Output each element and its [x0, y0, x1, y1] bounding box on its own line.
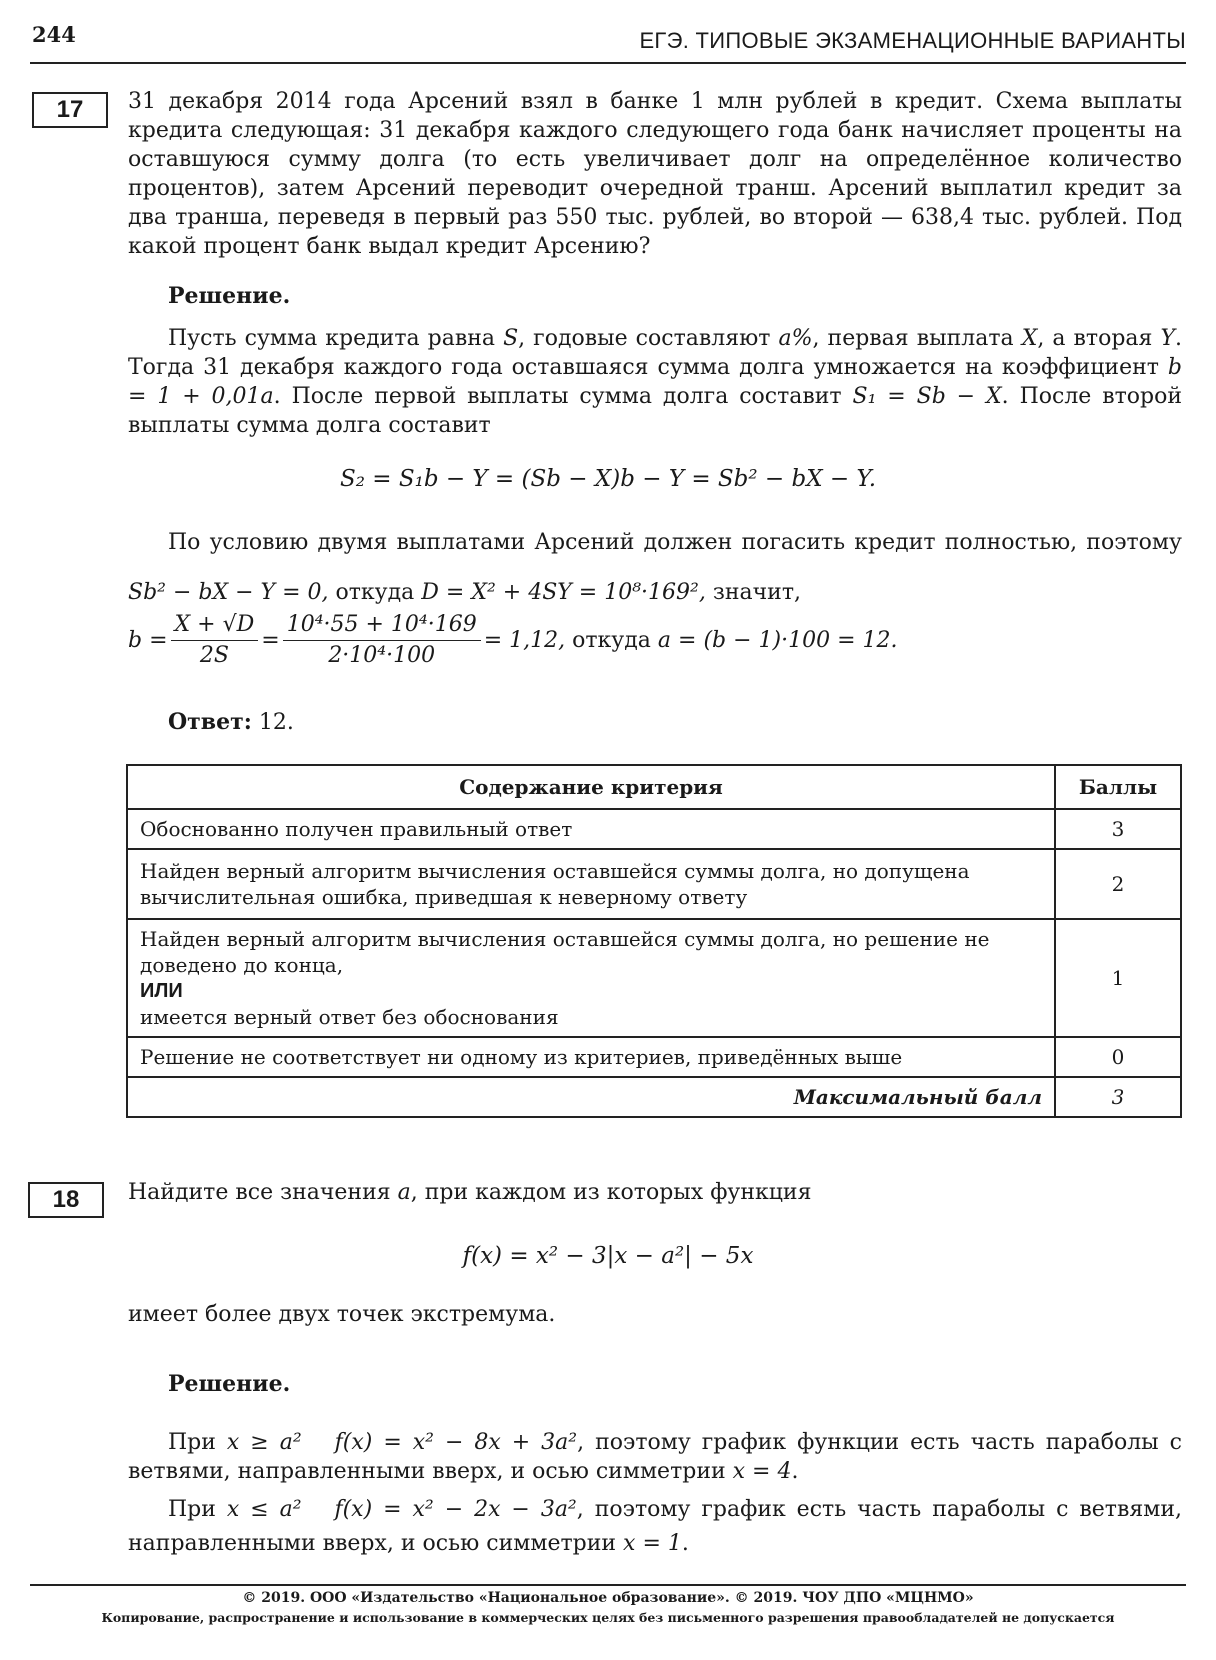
task-18-function: f(x) = x² − 3|x − a²| − 5x — [462, 1243, 754, 1269]
task-18-statement: Найдите все значения a, при каждом из которых функция — [128, 1180, 812, 1205]
footer-notice: Копирование, распространение и использование в коммерческих целях без письменного разрешения правообладателей не допускается — [101, 1610, 1115, 1625]
criterion-points: 0 — [1055, 1037, 1181, 1077]
footer-copyright: © 2019. ООО «Издательство «Национальное образование». © 2019. ЧОУ ДПО «МЦНМО» — [242, 1590, 974, 1606]
header-divider — [30, 62, 1186, 64]
criterion-points: 3 — [1055, 809, 1181, 849]
criteria-column-header: Содержание критерия — [127, 765, 1055, 809]
criteria-row — [127, 849, 1181, 919]
task-17-answer: Ответ: 12. — [168, 709, 294, 735]
criterion-text: Обоснованно получен правильный ответ — [127, 809, 1055, 849]
formula-b-computation: b = $\frac{X + √D}{2S}$ = $\frac{\text{10⁴·55 + 10⁴·169}}{\text{2·10⁴·100}}$ = 1,12, откуда a = (b − 1)·100 = 12. — [128, 612, 898, 668]
task-17-statement: 31 декабря 2014 года Арсений взял в банке 1 млн рублей в кредит. Схема выплаты кредита следующая: 31 декабря каждого следующего года банк начисляет проценты на оставшуюся сумму долга (то есть увеличивает долг на определённое количество процентов), затем Арсений переводит очередной транш. Арсений выплатил кредит за два транша, переведя в первый раз 550 тыс. рублей, во второй — 638,4 тыс. рублей. Под какой процент банк выдал кредит Арсению? — [128, 89, 1182, 259]
criteria-header-row — [127, 765, 1181, 809]
formula-s2: S₂ = S₁b − Y = (Sb − X)b − Y = Sb² − bX − Y. — [339, 466, 877, 492]
fraction-x-sqrt-d: $\frac{X + √D}{2S}$ — [171, 612, 259, 669]
task-17-solution-paragraph-2: По условию двумя выплатами Арсений должен погасить кредит полностью, поэтому Sb² − bX − Y = 0, откуда D = X² + 4SY = 10⁸·169², значит, — [128, 530, 1182, 605]
task-17-number-box: 17 — [32, 92, 108, 128]
task-17-solution-heading: Решение. — [168, 283, 291, 309]
criteria-max-row — [127, 1077, 1181, 1117]
criteria-table — [126, 764, 1182, 1118]
criterion-points: 2 — [1055, 849, 1181, 919]
max-score-label: Максимальный балл — [127, 1077, 1055, 1117]
criteria-row — [127, 1037, 1181, 1077]
criteria-row — [127, 809, 1181, 849]
fraction-numeric: $\frac{\text{10⁴·55 + 10⁴·169}}{\text{2·10⁴·100}}$ — [283, 612, 481, 669]
task-18-statement-end: имеет более двух точек экстремума. — [128, 1302, 556, 1327]
criterion-text: Найден верный алгоритм вычисления оставшейся суммы долга, но допущена вычислительная ошибка, приведшая к неверному ответу — [127, 849, 1055, 919]
running-title: ЕГЭ. ТИПОВЫЕ ЭКЗАМЕНАЦИОННЫЕ ВАРИАНТЫ — [639, 28, 1186, 53]
task-18-solution-heading: Решение. — [168, 1371, 291, 1397]
max-score-value: 3 — [1055, 1077, 1181, 1117]
task-18-number-box: 18 — [28, 1182, 104, 1218]
criterion-text: Найден верный алгоритм вычисления оставшейся суммы долга, но решение не доведено до конца, ИЛИ имеется верный ответ без обоснования — [127, 919, 1055, 1037]
task-17-solution-paragraph-1: Пусть сумма кредита равна S, годовые составляют a%, первая выплата X, а вторая Y. Тогда 31 декабря каждого года оставшаяся сумма долга умножается на коэффициент b = 1 + 0,01a. После первой выплаты сумма долга составит S₁ = Sb − X. После второй выплаты сумма долга составит — [128, 326, 1182, 438]
points-column-header: Баллы — [1055, 765, 1181, 809]
page-number: 244 — [32, 22, 76, 47]
criteria-row — [127, 919, 1181, 1037]
criterion-points: 1 — [1055, 919, 1181, 1037]
footer-divider — [30, 1584, 1186, 1586]
criterion-text: Решение не соответствует ни одному из критериев, приведённых выше — [127, 1037, 1055, 1077]
task-18-case-1: При x ≥ a² f(x) = x² − 8x + 3a², поэтому график функции есть часть параболы с ветвями, направленными вверх, и осью симметрии x = 4. — [128, 1430, 1182, 1484]
task-18-case-2: При x ≤ a² f(x) = x² − 2x − 3a², поэтому график есть часть параболы с ветвями, направленными вверх, и осью симметрии x = 1. — [128, 1497, 1183, 1556]
